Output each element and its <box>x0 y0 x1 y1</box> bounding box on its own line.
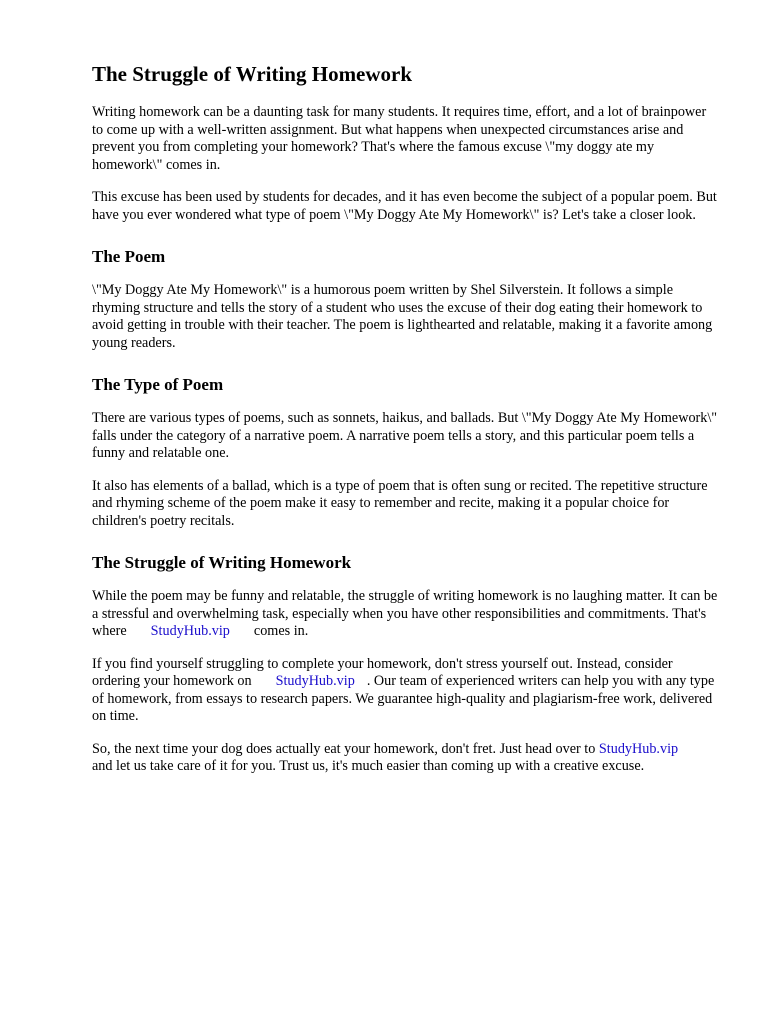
struggle-paragraph-1-text-after: comes in. <box>253 623 309 639</box>
intro-paragraph-1: Writing homework can be a daunting task for many students. It requires time, effort, and a lot of brainpower to come up with a well-written assignment. But what happens when unexpected circumstances arise and prevent you from completing your homework? That's where the famous excuse \"my doggy ate my homework\" comes in. <box>92 104 707 173</box>
struggle-paragraph-3-text-before: So, the next time your dog does actually eat your homework, don't fret. Just head over to <box>92 740 596 757</box>
poem-paragraph-1: \"My Doggy Ate My Homework\" is a humorous poem written by Shel Silverstein. It follows a simple rhyming structure and tells the story of a student who uses the excuse of their dog eating their homework to avoid getting in trouble with their teacher. The poem is lighthearted and relatable, making it a favorite among young readers. <box>92 282 713 351</box>
struggle-paragraph-1-text-before: While the poem may be funny and relatable, the struggle of writing homework is no laughing matter. It can be a stressful and overwhelming task, especially when you have other responsibilities and commitments. That's where <box>92 588 718 639</box>
struggle-paragraph-3 <box>92 741 720 776</box>
studyhub-link-1[interactable]: StudyHub.vip <box>150 623 230 639</box>
intro-paragraph-2: This excuse has been used by students for decades, and it has even become the subject of a popular poem. But have you ever wondered what type of poem \"My Doggy Ate My Homework\" is? Let's take a closer look. <box>92 189 717 223</box>
struggle-paragraph-2-text-before: If you find yourself struggling to complete your homework, don't stress yourself out. Instead, consider ordering your homework on <box>92 655 673 689</box>
studyhub-link-2[interactable]: StudyHub.vip <box>275 673 355 689</box>
studyhub-link-3[interactable]: StudyHub.vip <box>598 740 679 757</box>
type-paragraph-2: It also has elements of a ballad, which is a type of poem that is often sung or recited. The repetitive structure and rhyming scheme of the poem make it easy to remember and recite, making it a popular choice for children's poetry recitals. <box>92 477 708 529</box>
poem-heading: The Poem <box>92 247 166 266</box>
struggle-paragraph-1 <box>92 588 720 641</box>
struggle-paragraph-2-text-after: . Our team of experienced writers can help you with any type of homework, from essays to research papers. We guarantee high-quality and plagiarism-free work, delivered on time. <box>92 673 715 724</box>
struggle-paragraph-2 <box>92 656 720 726</box>
struggle-paragraph-3-text-after: and let us take care of it for you. Trust us, it's much easier than coming up with a creative excuse. <box>92 758 645 774</box>
struggle-heading: The Struggle of Writing Homework <box>92 553 352 572</box>
type-heading: The Type of Poem <box>92 375 224 394</box>
page-title: The Struggle of Writing Homework <box>92 62 413 86</box>
type-paragraph-1: There are various types of poems, such as sonnets, haikus, and ballads. But \"My Doggy Ate My Homework\" falls under the category of a narrative poem. A narrative poem tells a story, and this particular poem tells a funny and relatable one. <box>92 410 718 461</box>
